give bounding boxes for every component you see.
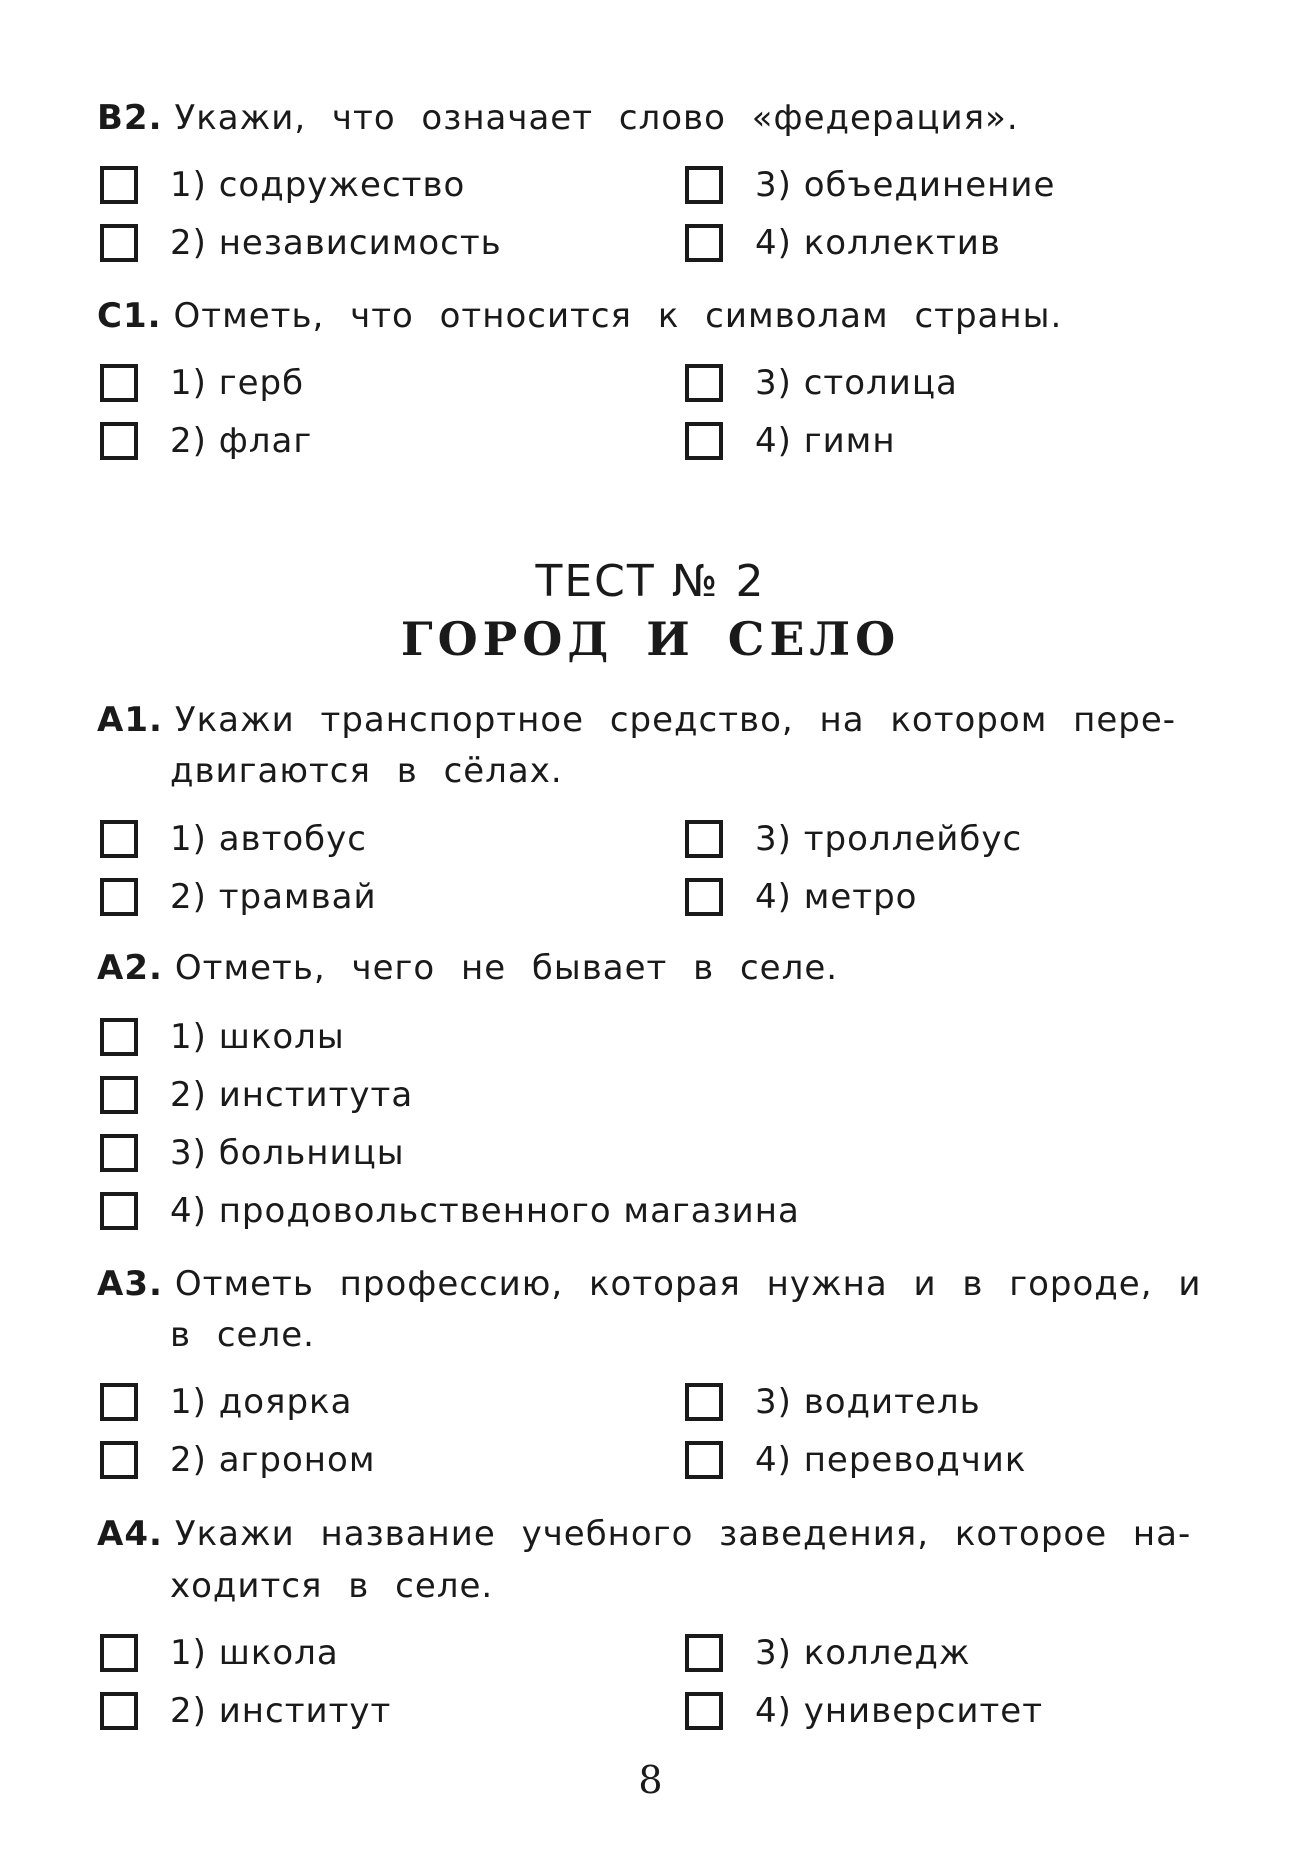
option-a4-1[interactable] — [100, 1631, 339, 1675]
option-a4-3[interactable] — [685, 1631, 971, 1675]
checkbox[interactable] — [685, 820, 723, 858]
option-label: 4) университет — [755, 1691, 1044, 1731]
option-label: 1) школа — [170, 1633, 339, 1673]
option-c1-3[interactable] — [685, 361, 958, 405]
checkbox[interactable] — [685, 1383, 723, 1421]
question-a2 — [97, 948, 1222, 988]
option-a4-4[interactable] — [685, 1689, 1043, 1733]
option-a4-2[interactable] — [100, 1689, 391, 1733]
checkbox[interactable] — [100, 422, 138, 460]
option-label: 1) герб — [170, 363, 305, 403]
option-label: 4) коллектив — [755, 223, 1001, 263]
option-label: 1) содружество — [170, 165, 466, 205]
question-text: Укажи транспортное средство, на котором пере- — [174, 700, 1177, 740]
page-number: 8 — [638, 1758, 663, 1802]
option-a2-1[interactable] — [100, 1015, 345, 1059]
option-b2-2[interactable] — [100, 221, 502, 265]
checkbox[interactable] — [100, 1383, 138, 1421]
option-a1-1[interactable] — [100, 817, 367, 861]
question-number: A3. — [97, 1264, 163, 1304]
checkbox[interactable] — [685, 224, 723, 262]
checkbox[interactable] — [100, 1692, 138, 1730]
option-c1-2[interactable] — [100, 419, 312, 463]
question-text: Отметь профессию, которая нужна и в городе, и — [174, 1264, 1202, 1304]
option-label: 2) флаг — [170, 421, 313, 461]
option-label: 2) независимость — [170, 223, 502, 263]
option-label: 2) институт — [170, 1691, 392, 1731]
option-label: 2) института — [170, 1075, 414, 1115]
question-number: A2. — [97, 948, 163, 988]
option-label: 3) объединение — [755, 165, 1056, 205]
checkbox[interactable] — [100, 1634, 138, 1672]
checkbox[interactable] — [100, 878, 138, 916]
option-a1-3[interactable] — [685, 817, 1022, 861]
checkbox[interactable] — [100, 1018, 138, 1056]
option-a2-3[interactable] — [100, 1131, 405, 1175]
option-c1-4[interactable] — [685, 419, 896, 463]
option-label: 4) гимн — [755, 421, 896, 461]
option-label: 1) доярка — [170, 1382, 353, 1422]
option-a2-4[interactable] — [100, 1189, 800, 1233]
option-a3-1[interactable] — [100, 1380, 352, 1424]
checkbox[interactable] — [100, 1192, 138, 1230]
option-c1-1[interactable] — [100, 361, 304, 405]
question-a3 — [97, 1264, 1222, 1304]
checkbox[interactable] — [685, 166, 723, 204]
question-number: A4. — [97, 1514, 163, 1554]
option-a3-4[interactable] — [685, 1438, 1026, 1482]
question-text: Укажи название учебного заведения, которое на- — [174, 1514, 1192, 1554]
question-text-continued: ходится в селе. — [170, 1566, 494, 1606]
checkbox[interactable] — [100, 166, 138, 204]
checkbox[interactable] — [100, 1441, 138, 1479]
question-number: A1. — [97, 700, 163, 740]
option-a1-4[interactable] — [685, 875, 917, 919]
option-label: 3) троллейбус — [755, 819, 1023, 859]
option-label: 2) трамвай — [170, 877, 377, 917]
option-a2-2[interactable] — [100, 1073, 413, 1117]
question-text: Укажи, что означает слово «федерация». — [174, 98, 1019, 138]
test-number: ТЕСТ № 2 — [535, 556, 766, 607]
option-label: 4) продовольственного магазина — [170, 1191, 800, 1231]
checkbox[interactable] — [100, 224, 138, 262]
option-label: 3) столица — [755, 363, 958, 403]
question-text: Отметь, чего не бывает в селе. — [174, 948, 839, 988]
option-label: 4) переводчик — [755, 1440, 1027, 1480]
option-b2-1[interactable] — [100, 163, 465, 207]
question-number: C1. — [97, 296, 162, 336]
question-text-continued: двигаются в сёлах. — [170, 751, 563, 791]
question-b2 — [97, 98, 1222, 138]
question-text: Отметь, что относится к символам страны. — [173, 296, 1063, 336]
checkbox[interactable] — [100, 1134, 138, 1172]
checkbox[interactable] — [685, 1692, 723, 1730]
test-title: ГОРОД И СЕЛО — [400, 612, 901, 666]
option-label: 3) водитель — [755, 1382, 981, 1422]
checkbox[interactable] — [685, 1441, 723, 1479]
question-number: B2. — [97, 98, 163, 138]
option-label: 3) больницы — [170, 1133, 405, 1173]
option-b2-3[interactable] — [685, 163, 1055, 207]
option-label: 4) метро — [755, 877, 918, 917]
question-c1 — [97, 296, 1222, 336]
checkbox[interactable] — [100, 1076, 138, 1114]
option-label: 2) агроном — [170, 1440, 376, 1480]
checkbox[interactable] — [100, 364, 138, 402]
checkbox[interactable] — [685, 1634, 723, 1672]
question-a1 — [97, 700, 1222, 740]
option-label: 3) колледж — [755, 1633, 971, 1673]
option-label: 1) школы — [170, 1017, 345, 1057]
option-a3-3[interactable] — [685, 1380, 981, 1424]
question-a4 — [97, 1514, 1222, 1554]
checkbox[interactable] — [100, 820, 138, 858]
checkbox[interactable] — [685, 878, 723, 916]
question-text-continued: в селе. — [170, 1315, 315, 1355]
option-a3-2[interactable] — [100, 1438, 375, 1482]
checkbox[interactable] — [685, 364, 723, 402]
option-b2-4[interactable] — [685, 221, 1001, 265]
option-a1-2[interactable] — [100, 875, 377, 919]
option-label: 1) автобус — [170, 819, 367, 859]
checkbox[interactable] — [685, 422, 723, 460]
